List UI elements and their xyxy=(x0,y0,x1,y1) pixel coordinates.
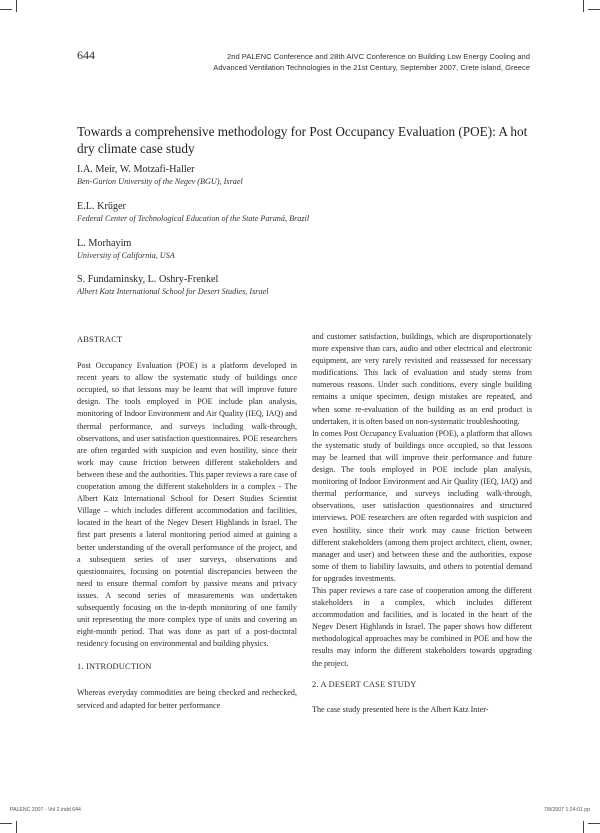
crop-mark xyxy=(583,0,584,12)
right-column xyxy=(312,331,532,716)
paper-title: Towards a comprehensive methodology for Post Occupancy Evaluation (POE): A hot dry climate case study xyxy=(77,124,528,156)
author-names: I.A. Meir, W. Motzafi-Haller xyxy=(77,164,195,175)
left-column xyxy=(77,334,297,712)
author-names: L. Morhayim xyxy=(77,238,132,249)
author-names: E.L. Krüger xyxy=(77,201,126,212)
crop-mark xyxy=(583,821,584,833)
running-header-line-2: Advanced Ventilation Technologies in the 21st Century, September 2007, Crete island, Greece xyxy=(213,63,530,72)
author-group xyxy=(77,200,537,224)
author-group xyxy=(77,237,537,261)
author-affiliation: Albert Katz International School for Desert Studies, Israel xyxy=(77,287,269,296)
crop-mark xyxy=(588,9,600,10)
abstract-heading: ABSTRACT xyxy=(77,335,123,344)
crop-mark xyxy=(0,9,12,10)
author-group xyxy=(77,273,537,297)
case-study-text: The case study presented here is the Albert Katz Inter- xyxy=(312,704,489,714)
introduction-paragraph: In comes Post Occupancy Evaluation (POE), a platform that allows the systematic study of buildings once occupied, so that lessons may be learned that will improve their performance and future design. The tools employed in POE include plan analysis, monitoring of Indoor Environment and Air Quality (IEQ, IAQ) and thermal performance, and surveys including walk-through, observations, user satisfaction questionnaires and structured interviews. POE researchers are often regarded with suspicion and even hostility, since their work may cause friction between different stakeholders (among them project architect, client, owner, manager and user) and between these and the authorities, expose some of them to liability lawsuits, and others to potential demand for upgrades investments. xyxy=(312,428,532,583)
introduction-paragraph: This paper reviews a rare case of cooperation among the different stakeholders in a complex, which includes different accommodation and facilities, and is located in the heart of the Negev Desert Highlands in Israel. The paper shows how different methodological approaches may be combined in POE and how the results may inform the different stakeholders towards upgrading the project. xyxy=(312,585,532,668)
crop-mark xyxy=(16,821,17,833)
crop-mark xyxy=(588,823,600,824)
author-affiliation: Ben-Gurion University of the Negev (BGU), Israel xyxy=(77,177,243,186)
introduction-paragraph-continued: and customer satisfaction, buildings, which are disproportionately more expensive than cars, audio and other electrical and electronic equipment, are very rarely revisited and reassessed for necessary modifications. This lack of evaluation and study stems from numerous reasons. Under such conditions, every single building remains a unique specimen, design mistakes are repeated, and when some re-evaluation of the building as an end product is undertaken, it is often based on non-systematic troubleshooting. xyxy=(312,332,532,426)
author-names: S. Fundaminsky, L. Oshry-Frenkel xyxy=(77,274,219,285)
author-group xyxy=(77,163,537,187)
abstract-text: Post Occupancy Evaluation (POE) is a platform developed in recent years to allow the systematic study of buildings once occupied, so that lessons may be learnt that will improve future design. The tools employed in POE include plan analysis, monitoring of Indoor Environment and Air Quality (IEQ, IAQ) and thermal performance, and surveys including walk-through, observations, and user satisfaction questionnaires. POE researchers are often regarded with suspicion and even hostility, since their work may cause friction between different stakeholders and between these and the authorities. This paper reviews a rare case of cooperation among the different stakeholders in a complex - The Albert Katz International School for Desert Studies Scientist Village – which includes different accommodation and facilities, located in the heart of the Negev Desert Highlands in Israel. The first part presents a lateral monitoring period aimed at gaining a better understanding of the overall performance of the project, and a subsequent series of user surveys, observations and questionnaires, focusing on potential discrepancies between the need to ensure thermal comfort by passive means and privacy issues. A second series of measurements was undertaken subsequently focusing on the in-depth monitoring of one family unit representing the more complex type of units and covering an eight-month period. That was done as part of a post-doctoral residency focusing on environmental and building physics. xyxy=(77,361,297,649)
crop-mark xyxy=(0,823,12,824)
running-header-line-1: 2nd PALENC Conference and 28th AIVC Conference on Building Low Energy Cooling and xyxy=(227,52,530,61)
case-study-heading: 2. A DESERT CASE STUDY xyxy=(312,679,417,689)
footer-file-info: PALENC 2007 - Vol 2.indd 644 xyxy=(10,807,81,813)
introduction-paragraph-start: Whereas everyday commodities are being checked and rechecked, serviced and adapted for better performance xyxy=(77,688,297,710)
footer-timestamp: 7/8/2007 1:24:01 pp xyxy=(543,807,590,813)
page-number: 644 xyxy=(77,48,95,62)
introduction-heading: 1. INTRODUCTION xyxy=(77,662,152,672)
author-affiliation: Federal Center of Technological Education of the State Paraná, Brazil xyxy=(77,214,310,223)
author-affiliation: University of California, USA xyxy=(77,251,175,260)
crop-mark xyxy=(16,0,17,12)
